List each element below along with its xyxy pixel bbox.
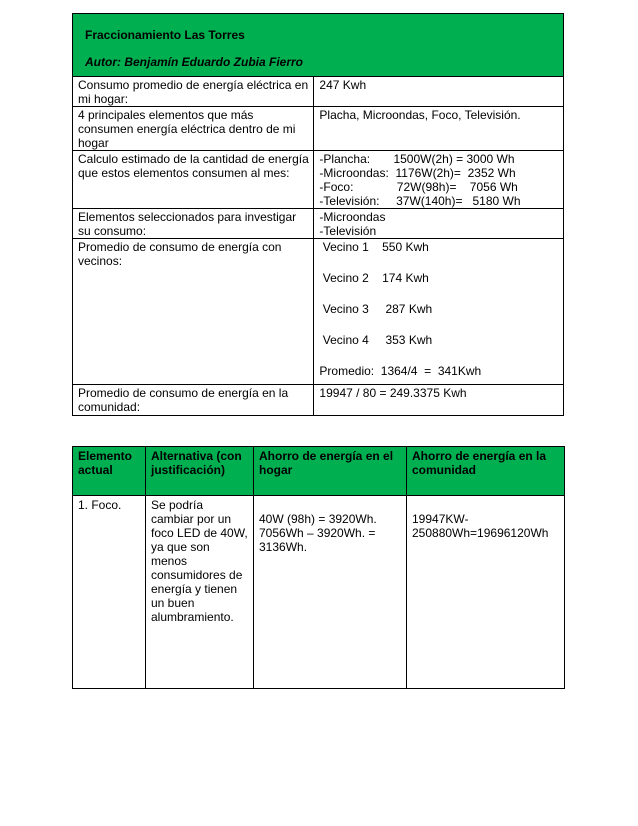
row-value-avg-home: 247 Kwh: [314, 77, 564, 107]
table-header: [73, 14, 564, 77]
row-label-avg-home: Consumo promedio de energía eléctrica en mi hogar:: [73, 77, 314, 107]
header-home-savings: Ahorro de energía en el hogar: [254, 447, 407, 496]
row-label-community: Promedio de consumo de energía en la comunidad:: [73, 385, 314, 416]
header-alternative: Alternativa (con justificación): [146, 447, 254, 496]
estimate-line: -Televisión: 37W(140h)= 5180 Wh: [319, 194, 521, 208]
row-value-estimate: [314, 151, 564, 209]
cell-home-savings: 40W (98h) = 3920Wh. 7056Wh – 3920Wh. = 3136Wh.: [254, 496, 407, 689]
row-label-neighbors: Promedio de consumo de energía con vecinos:: [73, 239, 314, 385]
neighbor-line: Vecino 1 550 Kwh: [319, 240, 429, 254]
row-label-top-elements: 4 principales elementos que más consumen energía eléctrica dentro de mi hogar: [73, 107, 314, 151]
header-community-savings: Ahorro de energía en la comunidad: [407, 447, 565, 496]
neighbor-line: Vecino 3 287 Kwh: [319, 302, 433, 316]
neighbor-line: Vecino 2 174 Kwh: [319, 271, 429, 285]
cell-element: 1. Foco.: [73, 496, 146, 689]
row-value-neighbors: [314, 239, 564, 385]
row-value-top-elements: Placha, Microondas, Foco, Televisión.: [314, 107, 564, 151]
row-value-community: 19947 / 80 = 249.3375 Kwh: [314, 385, 564, 416]
row-label-selected: Elementos seleccionados para investigar su consumo:: [73, 209, 314, 239]
cell-alternative: Se podría cambiar por un foco LED de 40W, ya que son menos consumidores de energía y tienen un buen alumbramiento.: [146, 496, 254, 689]
neighbor-line: Vecino 4 353 Kwh: [319, 333, 433, 347]
cell-community-savings: 19947KW-250880Wh=19696120Wh: [407, 496, 565, 689]
row-value-selected: -Microondas -Televisión: [314, 209, 564, 239]
author-line: Autor: Benjamín Eduardo Zubia Fierro: [85, 55, 304, 69]
average-line: Promedio: 1364/4 = 341Kwh: [319, 364, 482, 378]
savings-table: [72, 446, 565, 689]
estimate-line: -Plancha: 1500W(2h) = 3000 Wh: [319, 152, 515, 166]
estimate-line: -Foco: 72W(98h)= 7056 Wh: [319, 180, 518, 194]
table-row: [73, 496, 565, 689]
consumption-table: [72, 13, 564, 416]
header-element: Elemento actual: [73, 447, 146, 496]
row-label-estimate: Calculo estimado de la cantidad de energía que estos elementos consumen al mes:: [73, 151, 314, 209]
estimate-line: -Microondas: 1176W(2h)= 2352 Wh: [319, 166, 516, 180]
project-title: Fraccionamiento Las Torres: [85, 28, 245, 42]
